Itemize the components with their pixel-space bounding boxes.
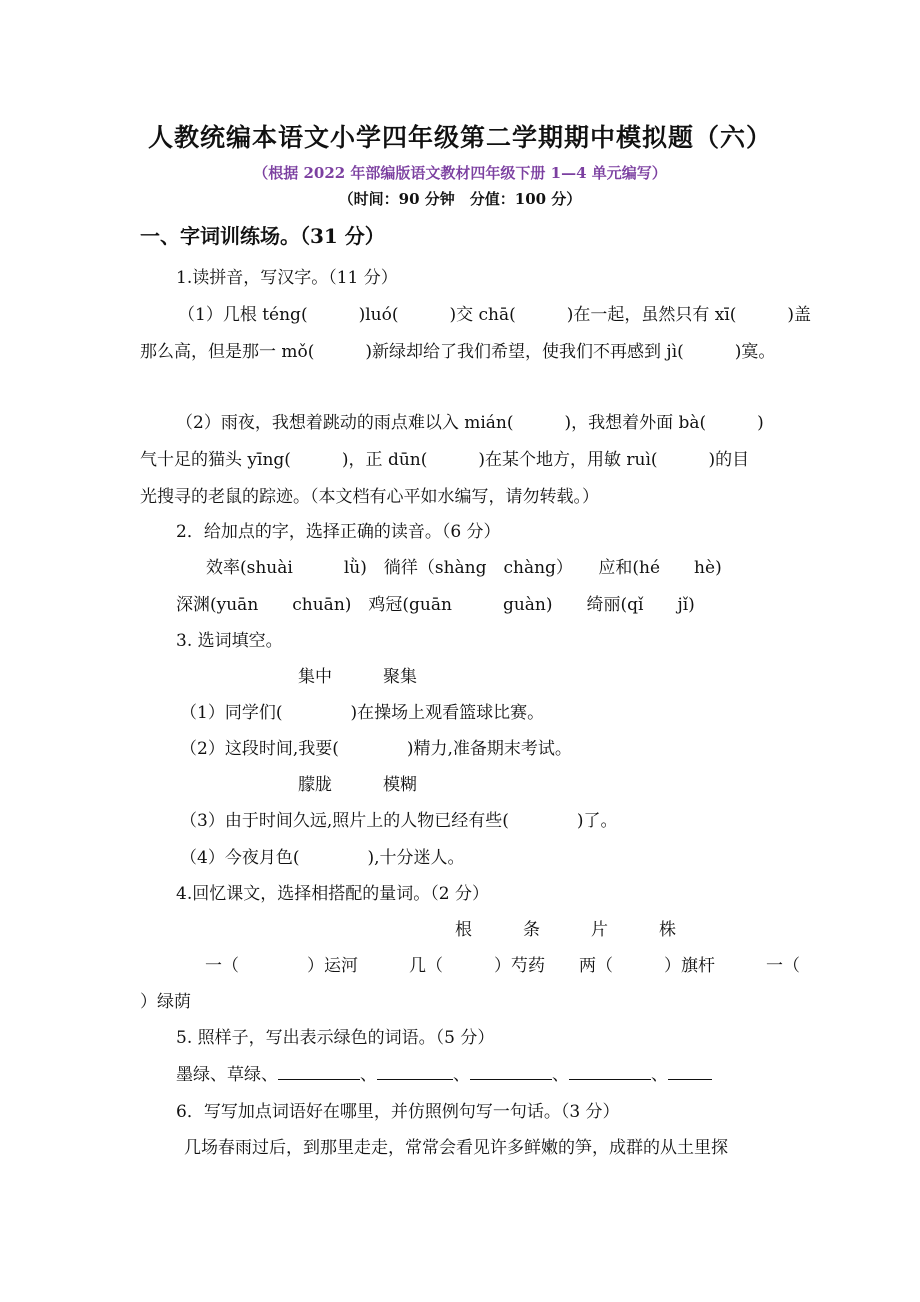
section-heading: 一、字词训练场。（31 分） [140,224,385,248]
q2-row2: 深渊(yuān chuān) 鸡冠(guān guàn) 绮丽(qǐ jǐ) [176,595,695,615]
exam-subtitle: （根据 2022 年部编版语文教材四年级下册 1—4 单元编写） [253,164,667,182]
q5-answer-prefix: 墨绿、草绿、 [176,1065,278,1085]
q2-row1: 效率(shuài lǜ) 徜徉（shàng chàng） 应和(hé hè) [206,558,722,578]
q1-p1-line2: 那么高，但是那一 mǒ( )新绿却给了我们希望，使我们不再感到 jì( )寞。 [140,342,776,362]
q3-prompt: 3. 选词填空。 [176,631,283,651]
q3-sentence-4: （4）今夜月色( ),十分迷人。 [180,848,465,868]
q4-prompt: 4.回忆课文，选择相搭配的量词。（2 分） [176,884,489,904]
q5-blank-5[interactable] [668,1063,712,1080]
q3-sentence-3: （3）由于时间久远,照片上的人物已经有些( )了。 [180,811,618,831]
q1-p2-line2: 气十足的猫头 yīng( )，正 dūn( )在某个地方，用敏 ruì( )的目 [140,450,750,470]
q5-blank-2[interactable] [377,1063,453,1080]
q5-prompt: 5. 照样子，写出表示绿色的词语。（5 分） [176,1028,495,1048]
q3-word-choices-1: 集中 聚集 [298,667,417,687]
q1-p1-line1: （1）几根 téng( )luó( )交 chā( )在一起，虽然只有 xī( )盖 [178,305,812,325]
q3-sentence-2: （2）这段时间,我要( )精力,准备期末考试。 [180,739,572,759]
q3-word-choices-2: 朦胧 模糊 [298,775,417,795]
exam-time-info: （时间：90 分钟 分值：100 分） [338,190,582,208]
q4-line2: ）绿荫 [140,992,191,1012]
q1-p2-line1: （2）雨夜，我想着跳动的雨点难以入 mián( )，我想着外面 bà( ) [176,413,764,433]
q6-example-text: 几场春雨过后，到那里走走，常常会看见许多鲜嫩的笋，成群的从土里探 [184,1138,728,1158]
q1-prompt: 1.读拼音，写汉字。（11 分） [176,268,398,288]
q5-answer-line: 墨绿、草绿、 、 、 、 、 [176,1060,712,1085]
q4-line1: 一（ ）运河 几（ ）芍药 两（ ）旗杆 一（ [205,956,800,976]
exam-title: 人教统编本语文小学四年级第二学期期中模拟题（六） [147,123,772,152]
q3-sentence-1: （1）同学们( )在操场上观看篮球比赛。 [180,703,545,723]
q5-blank-4[interactable] [569,1063,651,1080]
q4-measure-words: 根 条 片 株 [455,920,676,940]
q5-blank-1[interactable] [278,1063,360,1080]
q2-prompt: 2．给加点的字，选择正确的读音。（6 分） [176,522,501,542]
q6-prompt: 6．写写加点词语好在哪里，并仿照例句写一句话。（3 分） [176,1102,620,1122]
q5-blank-3[interactable] [470,1063,552,1080]
q1-p2-line3: 光搜寻的老鼠的踪迹。（本文档有心平如水编写，请勿转载。） [140,487,599,507]
